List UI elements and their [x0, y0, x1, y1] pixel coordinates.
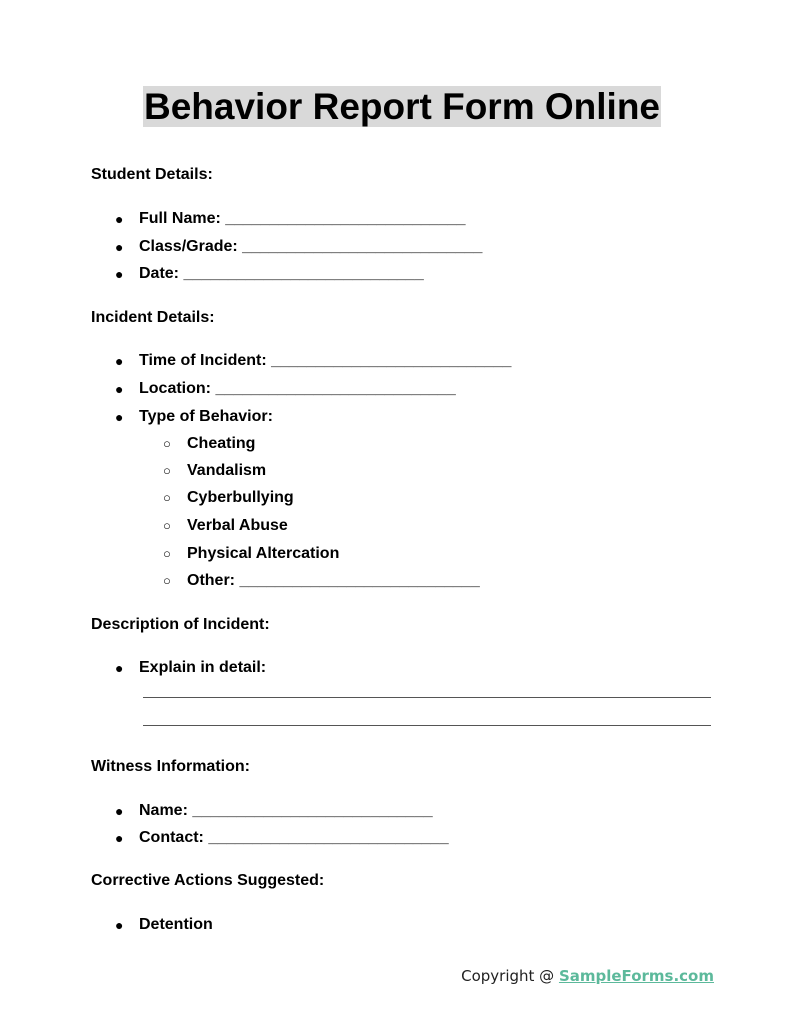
field-class-grade	[115, 237, 483, 257]
option-label: Other:	[187, 572, 235, 589]
field-witness-contact	[115, 828, 449, 848]
field-label: Date:	[139, 265, 180, 282]
behavior-option-other[interactable]	[163, 571, 480, 591]
behavior-option-physical-altercation[interactable]	[163, 544, 340, 564]
field-label: Explain in detail:	[139, 659, 267, 676]
field-label: Class/Grade:	[139, 238, 238, 255]
bullet-icon: ●	[115, 381, 124, 397]
field-label: Full Name:	[139, 210, 221, 227]
bullet-icon: ●	[115, 353, 124, 369]
field-label: Contact:	[139, 829, 204, 846]
brand-link[interactable]: SampleForms.com	[558, 967, 714, 985]
description-line-1[interactable]	[143, 697, 711, 698]
action-label: Detention	[139, 916, 213, 933]
page-title	[0, 85, 804, 128]
option-label: Physical Altercation	[187, 545, 340, 562]
title-text: Behavior Report Form Online	[143, 86, 660, 127]
hollow-bullet-icon: ○	[163, 436, 171, 451]
bullet-icon: ●	[115, 409, 124, 425]
description-line-2[interactable]	[143, 725, 711, 726]
option-label: Cyberbullying	[187, 489, 294, 506]
witness-contact-blank[interactable]: ___________________________	[208, 829, 449, 846]
bullet-icon: ●	[115, 239, 124, 255]
field-label: Name:	[139, 802, 188, 819]
hollow-bullet-icon: ○	[163, 490, 171, 505]
field-type-of-behavior	[115, 407, 273, 427]
hollow-bullet-icon: ○	[163, 518, 171, 533]
behavior-option-vandalism[interactable]	[163, 461, 267, 481]
field-time-of-incident	[115, 351, 512, 371]
location-blank[interactable]: ___________________________	[215, 380, 456, 397]
hollow-bullet-icon: ○	[163, 463, 171, 478]
section-heading-incident: Incident Details:	[91, 309, 215, 326]
field-explain-in-detail	[115, 658, 267, 678]
bullet-icon: ●	[115, 266, 124, 282]
bullet-icon: ●	[115, 660, 124, 676]
bullet-icon: ●	[115, 211, 124, 227]
bullet-icon: ●	[115, 917, 124, 933]
witness-name-blank[interactable]: ___________________________	[192, 802, 433, 819]
section-heading-corrective: Corrective Actions Suggested:	[91, 872, 325, 889]
field-date	[115, 264, 424, 284]
date-blank[interactable]: ___________________________	[183, 265, 424, 282]
section-heading-description: Description of Incident:	[91, 616, 270, 633]
field-label: Time of Incident:	[139, 352, 267, 369]
bullet-icon: ●	[115, 830, 124, 846]
behavior-option-cyberbullying[interactable]	[163, 488, 294, 508]
section-heading-witness: Witness Information:	[91, 758, 250, 775]
option-label: Vandalism	[187, 462, 267, 479]
hollow-bullet-icon: ○	[163, 573, 171, 588]
field-label: Location:	[139, 380, 211, 397]
action-detention	[115, 915, 213, 935]
field-location	[115, 379, 456, 399]
time-blank[interactable]: ___________________________	[271, 352, 512, 369]
section-heading-student: Student Details:	[91, 166, 213, 183]
other-blank[interactable]: ___________________________	[239, 572, 480, 589]
option-label: Verbal Abuse	[187, 517, 288, 534]
behavior-option-verbal-abuse[interactable]	[163, 516, 288, 536]
hollow-bullet-icon: ○	[163, 546, 171, 561]
copyright-footer	[461, 966, 714, 986]
copyright-prefix: Copyright @	[461, 967, 559, 985]
behavior-option-cheating[interactable]	[163, 434, 256, 454]
class-grade-blank[interactable]: ___________________________	[242, 238, 483, 255]
field-label: Type of Behavior:	[139, 408, 273, 425]
full-name-blank[interactable]: ___________________________	[225, 210, 466, 227]
option-label: Cheating	[187, 435, 256, 452]
field-witness-name	[115, 801, 433, 821]
field-full-name	[115, 209, 466, 229]
bullet-icon: ●	[115, 803, 124, 819]
